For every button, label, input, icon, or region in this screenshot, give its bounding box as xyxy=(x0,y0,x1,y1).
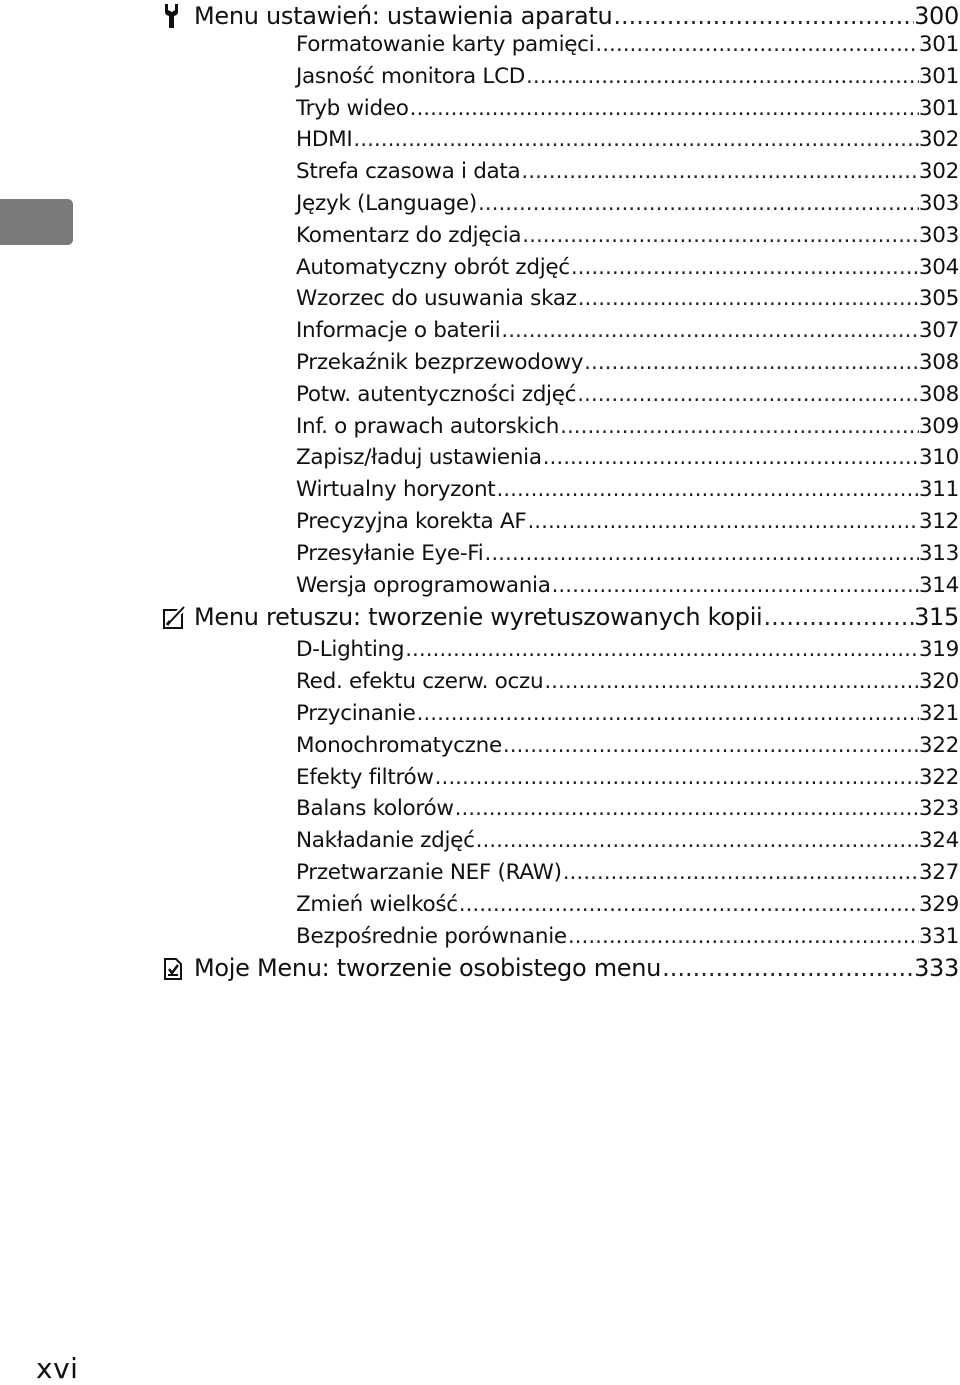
toc-item-label: Automatyczny obrót zdjęć xyxy=(296,254,570,280)
toc-item[interactable] xyxy=(162,411,959,443)
toc-page-number: 301 xyxy=(918,32,959,57)
toc-item-label: Przycinanie xyxy=(296,700,416,726)
toc-item[interactable] xyxy=(162,315,959,347)
toc-item-label: Wersja oprogramowania xyxy=(296,572,551,598)
toc-item[interactable] xyxy=(162,762,959,794)
dot-leader xyxy=(567,921,919,953)
toc-page-number: 303 xyxy=(918,222,959,248)
dot-leader xyxy=(416,698,919,730)
toc-item[interactable] xyxy=(162,252,959,284)
wrench-icon xyxy=(162,3,188,27)
dot-leader xyxy=(404,634,919,666)
dot-leader xyxy=(520,156,918,188)
toc-page-number: 323 xyxy=(918,796,959,822)
toc-page-number: 302 xyxy=(918,127,959,153)
toc-item-label: Efekty filtrów xyxy=(296,764,434,790)
dot-leader xyxy=(570,252,919,284)
dot-leader xyxy=(477,188,919,220)
toc-page-number: 315 xyxy=(914,603,959,632)
dot-leader xyxy=(559,411,919,443)
toc-item[interactable] xyxy=(162,698,959,730)
toc-page-number: 301 xyxy=(918,95,959,121)
toc-item-label: Przesyłanie Eye-Fi xyxy=(296,540,484,566)
toc-item-label: Red. efektu czerw. oczu xyxy=(296,669,544,695)
toc-item-label: Precyzyjna korekta AF xyxy=(296,508,527,534)
toc-page-number: 331 xyxy=(918,923,959,949)
toc-item-label: Formatowanie karty pamięci xyxy=(296,32,595,57)
toc-item-label: Wirtualny horyzont xyxy=(296,477,496,503)
dot-leader xyxy=(583,347,919,379)
toc-page-number: 308 xyxy=(918,349,959,375)
toc-section-title: Menu ustawień: ustawienia aparatu xyxy=(194,2,613,29)
toc-item[interactable] xyxy=(162,793,959,825)
dot-leader xyxy=(483,538,918,570)
table-of-contents xyxy=(162,0,959,985)
toc-item[interactable] xyxy=(162,474,959,506)
dot-leader xyxy=(612,2,914,29)
toc-item-label: Przekaźnik bezprzewodowy xyxy=(296,349,584,375)
dot-leader xyxy=(762,601,914,634)
toc-item-label: Inf. o prawach autorskich xyxy=(296,413,560,439)
dot-leader xyxy=(475,825,919,857)
toc-item-label: Zmień wielkość xyxy=(296,891,458,917)
toc-page-number: 322 xyxy=(918,732,959,758)
toc-item-label: HDMI xyxy=(296,127,353,153)
dot-leader xyxy=(542,442,919,474)
toc-page-number: 311 xyxy=(918,477,959,503)
toc-item[interactable] xyxy=(162,29,959,61)
toc-page-number: 304 xyxy=(918,254,959,280)
dot-leader xyxy=(458,889,919,921)
dot-leader xyxy=(454,793,919,825)
retouch-brush-icon xyxy=(162,604,188,628)
toc-section-title: Menu retuszu: tworzenie wyretuszowanych kopii xyxy=(194,603,763,632)
toc-page-number: 327 xyxy=(918,859,959,885)
toc-item[interactable] xyxy=(162,857,959,889)
toc-item[interactable] xyxy=(162,93,959,125)
toc-item-label: Potw. autentyczności zdjęć xyxy=(296,381,577,407)
toc-item-label: Język (Language) xyxy=(296,190,477,216)
toc-page-number: 329 xyxy=(918,891,959,917)
dot-leader xyxy=(352,124,918,156)
toc-item-label: Komentarz do zdjęcia xyxy=(296,222,522,248)
toc-item-label: Balans kolorów xyxy=(296,796,454,822)
dot-leader xyxy=(502,730,919,762)
toc-item-label: Przetwarzanie NEF (RAW) xyxy=(296,859,562,885)
dot-leader xyxy=(434,762,919,794)
toc-page-number: 313 xyxy=(918,540,959,566)
toc-item[interactable] xyxy=(162,156,959,188)
dot-leader xyxy=(661,952,914,985)
dot-leader xyxy=(495,474,918,506)
toc-item-label: Jasność monitora LCD xyxy=(296,63,526,89)
toc-item-label: Strefa czasowa i data xyxy=(296,159,521,185)
toc-item-label: Wzorzec do usuwania skaz xyxy=(296,286,577,312)
toc-page-number: 333 xyxy=(914,954,959,983)
toc-item[interactable] xyxy=(162,730,959,762)
dot-leader xyxy=(594,29,918,61)
dot-leader xyxy=(551,570,919,602)
dot-leader xyxy=(576,379,919,411)
toc-item[interactable] xyxy=(162,506,959,538)
toc-item-label: Informacje o baterii xyxy=(296,318,501,344)
dot-leader xyxy=(526,506,918,538)
toc-item-label: Monochromatyczne xyxy=(296,732,502,758)
toc-item[interactable] xyxy=(162,442,959,474)
toc-page-number: 302 xyxy=(918,159,959,185)
toc-page-number: 319 xyxy=(918,637,959,663)
toc-item[interactable] xyxy=(162,666,959,698)
toc-page-number: 312 xyxy=(918,508,959,534)
toc-item[interactable] xyxy=(162,347,959,379)
toc-item-label: Zapisz/ładuj ustawienia xyxy=(296,445,542,471)
toc-page-number: 322 xyxy=(918,764,959,790)
toc-item-label: D-Lighting xyxy=(296,637,405,663)
toc-item[interactable] xyxy=(162,889,959,921)
my-menu-icon xyxy=(162,955,188,979)
toc-section-setup-menu[interactable] xyxy=(162,0,959,29)
toc-item[interactable] xyxy=(162,283,959,315)
toc-item[interactable] xyxy=(162,379,959,411)
toc-page-number: 303 xyxy=(918,190,959,216)
toc-item[interactable] xyxy=(162,538,959,570)
toc-item-label: Bezpośrednie porównanie xyxy=(296,923,567,949)
toc-item[interactable] xyxy=(162,61,959,93)
toc-item[interactable] xyxy=(162,825,959,857)
toc-page-number: 320 xyxy=(918,669,959,695)
toc-section-my-menu[interactable] xyxy=(162,952,959,985)
dot-leader xyxy=(562,857,919,889)
toc-item[interactable] xyxy=(162,124,959,156)
toc-page-number: 314 xyxy=(918,572,959,598)
toc-page-number: 301 xyxy=(918,63,959,89)
dot-leader xyxy=(577,283,919,315)
toc-page-number: 309 xyxy=(918,413,959,439)
toc-page-number: 305 xyxy=(918,286,959,312)
toc-page-number: 310 xyxy=(918,445,959,471)
page-number: xvi xyxy=(36,1352,79,1385)
toc-section-title: Moje Menu: tworzenie osobistego menu xyxy=(194,954,662,983)
toc-section-retouch-menu[interactable] xyxy=(162,601,959,634)
toc-item[interactable] xyxy=(162,921,959,953)
toc-item[interactable] xyxy=(162,634,959,666)
toc-item[interactable] xyxy=(162,570,959,602)
toc-page-number: 321 xyxy=(918,700,959,726)
dot-leader xyxy=(543,666,919,698)
toc-item-label: Tryb wideo xyxy=(296,95,409,121)
toc-page-number: 308 xyxy=(918,381,959,407)
toc-page-number: 307 xyxy=(918,318,959,344)
toc-page-number: 300 xyxy=(914,2,959,29)
toc-item-label: Nakładanie zdjęć xyxy=(296,828,475,854)
dot-leader xyxy=(500,315,918,347)
toc-item[interactable] xyxy=(162,220,959,252)
dot-leader xyxy=(409,93,919,125)
toc-item[interactable] xyxy=(162,188,959,220)
dot-leader xyxy=(521,220,919,252)
toc-page-number: 324 xyxy=(918,828,959,854)
dot-leader xyxy=(525,61,919,93)
chapter-tab-marker xyxy=(0,199,73,245)
